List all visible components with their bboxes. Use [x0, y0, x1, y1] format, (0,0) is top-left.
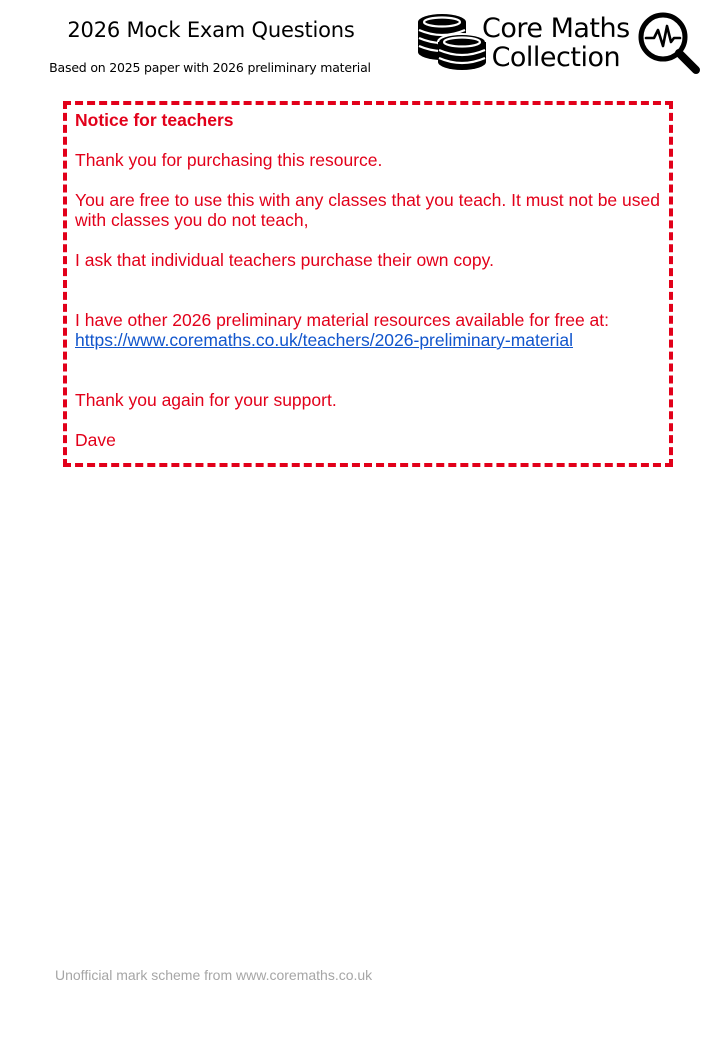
magnifier-pulse-icon	[636, 10, 702, 76]
notice-signoff: Dave	[75, 430, 116, 450]
document-title: 2026 Mock Exam Questions	[67, 18, 355, 42]
notice-heading: Notice for teachers	[75, 110, 234, 130]
core-maths-logo	[416, 10, 706, 76]
logo-line-2: Collection	[491, 42, 621, 73]
notice-thanks-paragraph: Thank you for purchasing this resource.	[75, 150, 383, 170]
resources-link[interactable]: https://www.coremaths.co.uk/teachers/2026-preliminary-material	[75, 330, 573, 350]
coin-stack-icon	[416, 12, 488, 72]
notice-usage-paragraph: You are free to use this with any classes that you teach. It must not be used with classes you do not teach,	[75, 190, 660, 230]
teacher-notice-box	[63, 101, 673, 467]
notice-resources-paragraph	[75, 310, 661, 350]
notice-copy-paragraph: I ask that individual teachers purchase their own copy.	[75, 250, 494, 270]
logo-wordmark	[482, 14, 630, 72]
page-footer: Unofficial mark scheme from www.coremaths.co.uk	[55, 967, 373, 983]
logo-line-1: Core Maths	[482, 13, 630, 44]
notice-resources-text: I have other 2026 preliminary material resources available for free at:	[75, 310, 610, 330]
notice-support-paragraph: Thank you again for your support.	[75, 390, 337, 410]
document-subtitle: Based on 2025 paper with 2026 preliminary material	[49, 60, 371, 75]
